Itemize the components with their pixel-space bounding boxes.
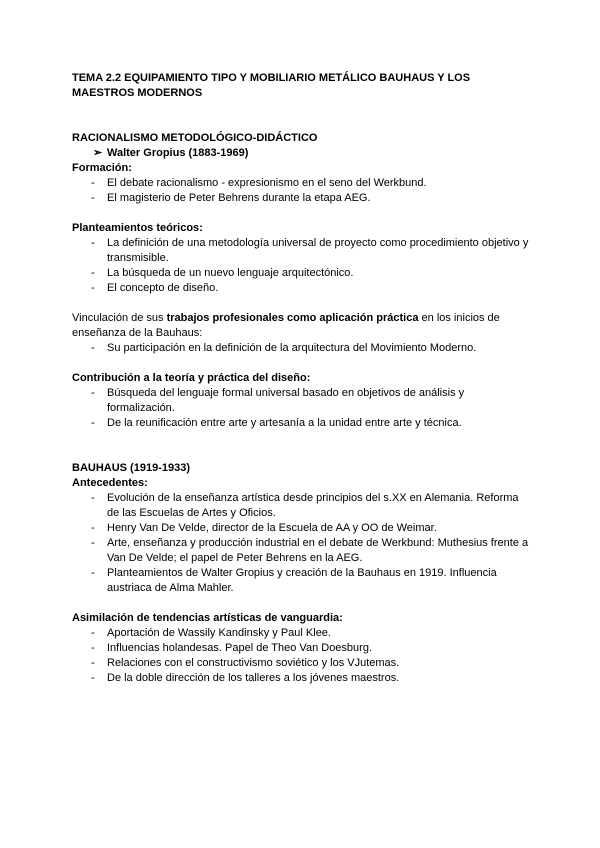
- list-item: - Relaciones con el constructivismo soviético y los VJutemas.: [72, 656, 532, 671]
- list-item: - Evolución de la enseñanza artística desde principios del s.XX en Alemania. Reforma de las Escuelas de Artes y Oficios.: [72, 491, 532, 521]
- dash-bullet: -: [91, 237, 95, 249]
- subheading-planteamientos: Planteamientos teóricos:: [72, 222, 203, 234]
- list-antecedentes: [72, 491, 532, 596]
- person-line: [93, 146, 532, 161]
- dash-bullet: -: [91, 672, 95, 684]
- dash-bullet: -: [91, 627, 95, 639]
- dash-bullet: -: [91, 417, 95, 429]
- list-formacion: [72, 176, 532, 206]
- list-item: - De la reunificación entre arte y artesanía a la unidad entre arte y técnica.: [72, 416, 532, 431]
- list-item: - De la doble dirección de los talleres a los jóvenes maestros.: [72, 671, 532, 686]
- subheading-asimilacion: Asimilación de tendencias artísticas de vanguardia:: [72, 612, 343, 624]
- subheading-formacion: Formación:: [72, 162, 132, 174]
- list-item: - Búsqueda del lenguaje formal universal basado en objetivos de análisis y formalización.: [72, 386, 532, 416]
- list-item: - Influencias holandesas. Papel de Theo Van Doesburg.: [72, 641, 532, 656]
- list-item: - El concepto de diseño.: [72, 281, 532, 296]
- section-heading-racionalismo: RACIONALISMO METODOLÓGICO-DIDÁCTICO: [72, 132, 318, 144]
- dash-bullet: -: [91, 342, 95, 354]
- list-item: - Henry Van De Velde, director de la Escuela de AA y OO de Weimar.: [72, 521, 532, 536]
- document-title: TEMA 2.2 EQUIPAMIENTO TIPO Y MOBILIARIO METÁLICO BAUHAUS Y LOS MAESTROS MODERNOS: [72, 72, 471, 99]
- list-contribucion: [72, 386, 532, 431]
- list-item: - Su participación en la definición de la arquitectura del Movimiento Moderno.: [72, 341, 532, 356]
- dash-bullet: -: [91, 282, 95, 294]
- list-item: - La búsqueda de un nuevo lenguaje arquitectónico.: [72, 266, 532, 281]
- subheading-contribucion: Contribución a la teoría y práctica del diseño:: [72, 372, 311, 384]
- dash-bullet: -: [91, 537, 95, 549]
- list-item: - La definición de una metodología universal de proyecto como procedimiento objetivo y transmisible.: [72, 236, 532, 266]
- person-name: Walter Gropius (1883-1969): [107, 147, 249, 159]
- list-item: - El magisterio de Peter Behrens durante la etapa AEG.: [72, 191, 532, 206]
- list-vinculacion: [72, 341, 532, 356]
- arrow-bullet-icon: ➢: [93, 147, 103, 159]
- list-item: - Aportación de Wassily Kandinsky y Paul Klee.: [72, 626, 532, 641]
- list-item: - Planteamientos de Walter Gropius y creación de la Bauhaus en 1919. Influencia austriaca de Alma Mahler.: [72, 566, 532, 596]
- subheading-antecedentes: Antecedentes:: [72, 477, 148, 489]
- list-planteamientos: [72, 236, 532, 296]
- dash-bullet: -: [91, 387, 95, 399]
- dash-bullet: -: [91, 192, 95, 204]
- dash-bullet: -: [91, 267, 95, 279]
- dash-bullet: -: [91, 657, 95, 669]
- list-item: - Arte, enseñanza y producción industrial en el debate de Werkbund: Muthesius frente a Van De Velde; el papel de Peter Behrens en la AEG.: [72, 536, 532, 566]
- section-heading-bauhaus: BAUHAUS (1919-1933): [72, 462, 190, 474]
- list-item: - El debate racionalismo - expresionismo en el seno del Werkbund.: [72, 176, 532, 191]
- vinculacion-paragraph: Vinculación de sus trabajos profesionales como aplicación práctica en los inicios de enseñanza de la Bauhaus:: [72, 312, 500, 339]
- dash-bullet: -: [91, 567, 95, 579]
- dash-bullet: -: [91, 522, 95, 534]
- dash-bullet: -: [91, 177, 95, 189]
- list-asimilacion: [72, 626, 532, 686]
- dash-bullet: -: [91, 642, 95, 654]
- document-content: [72, 71, 532, 686]
- dash-bullet: -: [91, 492, 95, 504]
